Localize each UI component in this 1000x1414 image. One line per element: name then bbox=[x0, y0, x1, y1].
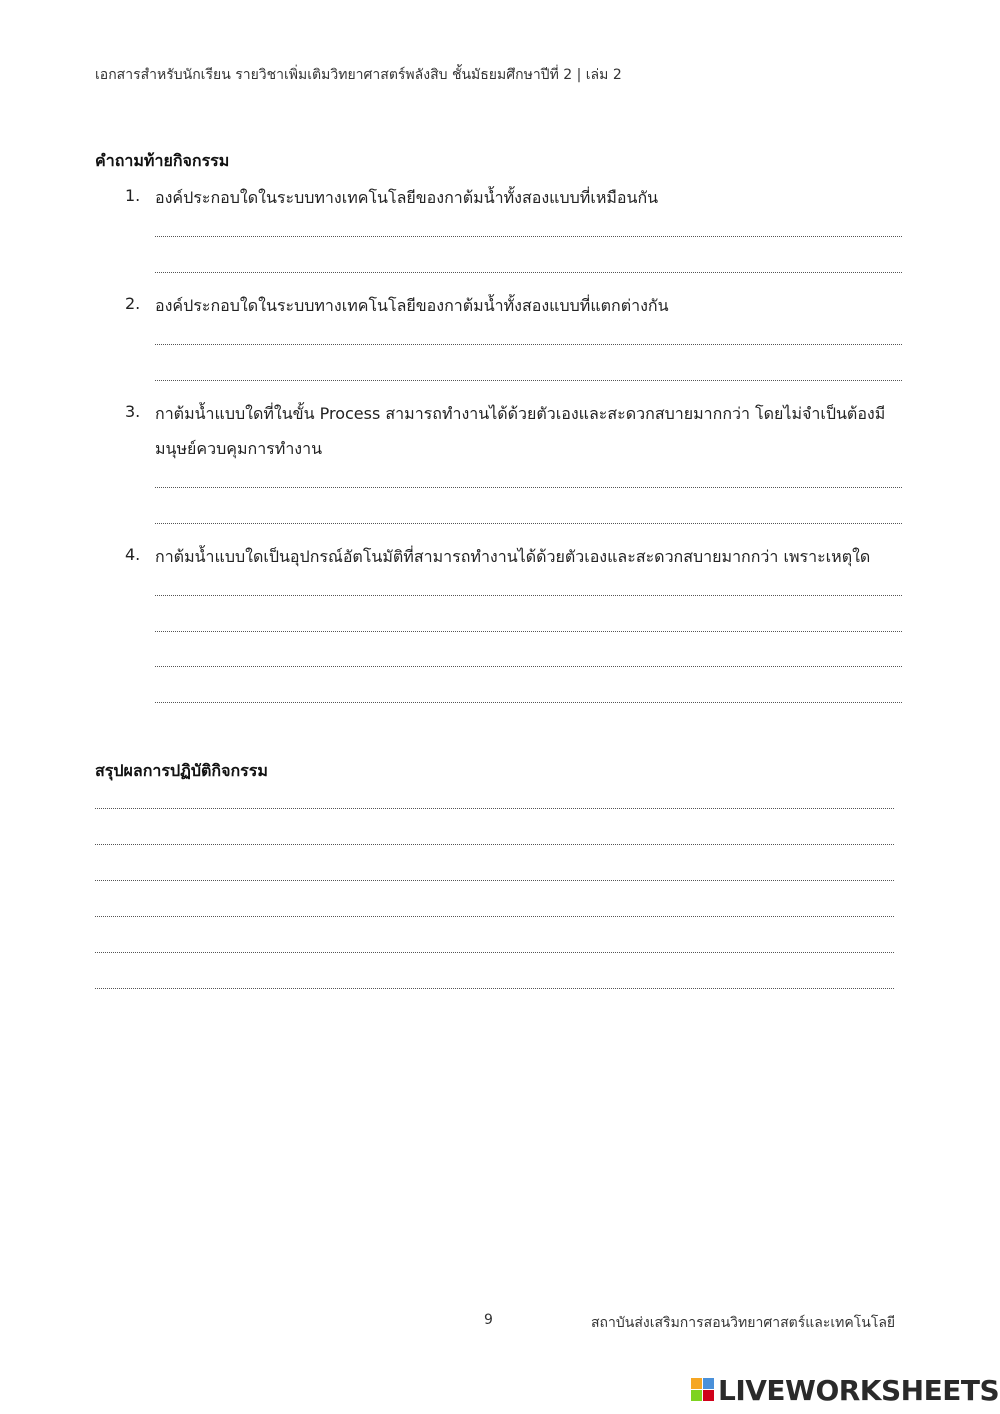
footer-institution: สถาบันส่งเสริมการสอนวิทยาศาสตร์และเทคโนโลยี bbox=[591, 1315, 896, 1331]
summary-section-title: สรุปผลการปฏิบัติกิจกรรม bbox=[95, 761, 268, 780]
answer-line[interactable] bbox=[155, 523, 902, 524]
page-number: 9 bbox=[484, 1312, 493, 1328]
question-2-text: องค์ประกอบใดในระบบทางเทคโนโลยีของกาต้มน้ำทั้งสองแบบที่แตกต่างกัน bbox=[155, 296, 669, 315]
answer-line[interactable] bbox=[155, 666, 902, 667]
answer-line[interactable] bbox=[155, 487, 902, 488]
question-1-text: องค์ประกอบใดในระบบทางเทคโนโลยีของกาต้มน้ำทั้งสองแบบที่เหมือนกัน bbox=[155, 188, 659, 207]
question-3-number: 3. bbox=[125, 402, 141, 421]
document-header: เอกสารสำหรับนักเรียน รายวิชาเพิ่มเติมวิทยาศาสตร์พลังสิบ ชั้นมัธยมศึกษาปีที่ 2 | เล่ม 2 bbox=[95, 67, 622, 83]
summary-answer-line[interactable] bbox=[95, 844, 894, 845]
liveworksheets-logo[interactable] bbox=[691, 1372, 999, 1408]
question-4-number: 4. bbox=[125, 545, 141, 564]
answer-line[interactable] bbox=[155, 702, 902, 703]
summary-answer-line[interactable] bbox=[95, 880, 894, 881]
answer-line[interactable] bbox=[155, 631, 902, 632]
mark-square bbox=[703, 1390, 714, 1401]
answer-line[interactable] bbox=[155, 380, 902, 381]
summary-answer-line[interactable] bbox=[95, 952, 894, 953]
answer-line[interactable] bbox=[155, 595, 902, 596]
summary-answer-line[interactable] bbox=[95, 808, 894, 809]
question-2-number: 2. bbox=[125, 294, 141, 313]
mark-square bbox=[691, 1390, 702, 1401]
questions-section-title: คำถามท้ายกิจกรรม bbox=[95, 151, 230, 170]
question-3-text-line-1: กาต้มน้ำแบบใดที่ในขั้น Process สามารถทำงานได้ด้วยตัวเองและสะดวกสบายมากกว่า โดยไม่จำเป็นต้องมี bbox=[155, 404, 886, 423]
mark-square bbox=[691, 1378, 702, 1389]
liveworksheets-wordmark: LIVEWORKSHEETS bbox=[718, 1373, 1000, 1407]
question-1-number: 1. bbox=[125, 186, 141, 205]
liveworksheets-mark-icon bbox=[691, 1378, 715, 1402]
summary-answer-line[interactable] bbox=[95, 988, 894, 989]
answer-line[interactable] bbox=[155, 236, 902, 237]
mark-square bbox=[703, 1378, 714, 1389]
question-4-text: กาต้มน้ำแบบใดเป็นอุปกรณ์อัตโนมัติที่สามารถทำงานได้ด้วยตัวเองและสะดวกสบายมากกว่า เพราะเหตุใด bbox=[155, 547, 871, 566]
answer-line[interactable] bbox=[155, 272, 902, 273]
answer-line[interactable] bbox=[155, 344, 902, 345]
summary-answer-line[interactable] bbox=[95, 916, 894, 917]
question-3-text-line-2: มนุษย์ควบคุมการทำงาน bbox=[155, 439, 323, 458]
